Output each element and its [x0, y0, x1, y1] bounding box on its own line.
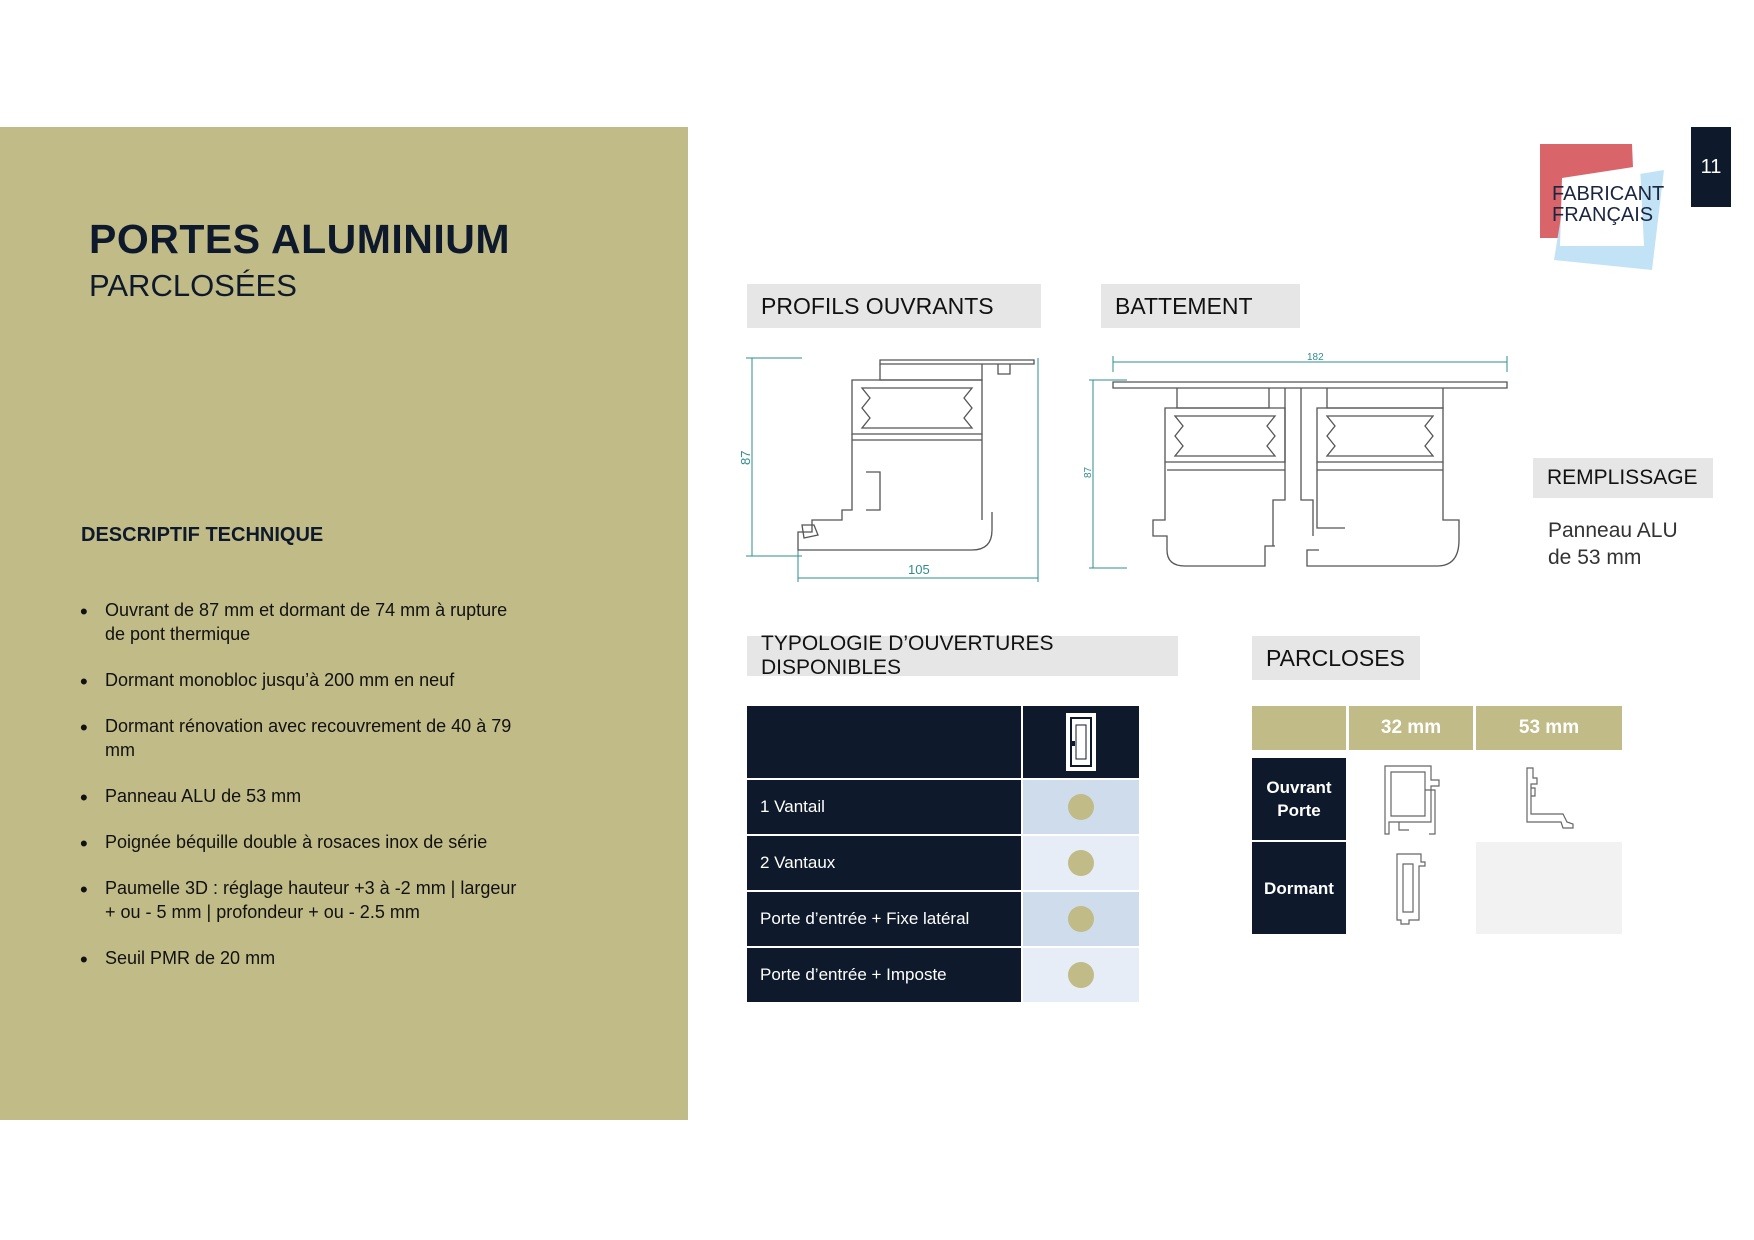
- parclose-dormant-32-drawing: [1391, 850, 1431, 926]
- list-item: • Panneau ALU de 53 mm: [80, 784, 520, 808]
- battement-drawing: [1083, 350, 1507, 580]
- descriptif-list: [80, 598, 520, 992]
- parclose-ouvrant-53-drawing: [1521, 764, 1577, 834]
- available-dot: [1068, 850, 1094, 876]
- typologie-cell: [1023, 780, 1139, 834]
- list-item: • Dormant rénovation avec recouvrement de 40 à 79 mm: [80, 714, 520, 762]
- typologie-header-label: [747, 706, 1021, 778]
- parclose-dormant-32-cell: [1349, 842, 1473, 934]
- parcloses-label: PARCLOSES: [1252, 636, 1420, 680]
- fabricant-francais-logo: [1540, 142, 1672, 274]
- table-row: [747, 836, 1139, 890]
- parclose-dormant-53-empty: [1476, 842, 1622, 934]
- parcloses-row-dormant: Dormant: [1252, 842, 1346, 934]
- typologie-table: [747, 706, 1139, 1004]
- battement-width-label: 182: [1307, 352, 1324, 363]
- table-row: [747, 948, 1139, 1002]
- remplissage-line1: Panneau ALU: [1548, 519, 1678, 542]
- typologie-row-label: 1 Vantail: [747, 780, 1021, 834]
- parclose-ouvrant-32-cell: [1349, 758, 1473, 840]
- page-title: PORTES ALUMINIUM: [89, 216, 511, 262]
- typologie-cell: [1023, 948, 1139, 1002]
- profil-width-label: 105: [908, 562, 930, 577]
- parclose-ouvrant-32-drawing: [1381, 760, 1441, 838]
- profil-height-label: 87: [738, 450, 753, 465]
- typologie-header-row: [747, 706, 1139, 778]
- list-item: • Seuil PMR de 20 mm: [80, 946, 520, 970]
- page-number: 11: [1691, 127, 1731, 207]
- remplissage-line2: de 53 mm: [1548, 546, 1642, 569]
- descriptif-title: DESCRIPTIF TECHNIQUE: [81, 524, 324, 546]
- typologie-cell: [1023, 836, 1139, 890]
- parcloses-row-ouvrant: Ouvrant Porte: [1252, 758, 1346, 840]
- list-item: • Poignée béquille double à rosaces inox de série: [80, 830, 520, 854]
- logo-line2: FRANÇAIS: [1552, 204, 1654, 226]
- remplissage-text: [1548, 517, 1678, 571]
- available-dot: [1068, 906, 1094, 932]
- battement-label: BATTEMENT: [1101, 284, 1300, 328]
- profils-ouvrants-label: PROFILS OUVRANTS: [747, 284, 1041, 328]
- parcloses-corner-cell: [1252, 706, 1346, 750]
- typologie-row-label: 2 Vantaux: [747, 836, 1021, 890]
- remplissage-label: REMPLISSAGE: [1533, 458, 1713, 498]
- typologie-label: TYPOLOGIE D’OUVERTURES DISPONIBLES: [747, 636, 1178, 676]
- typologie-cell: [1023, 892, 1139, 946]
- battement-height-label: 87: [1083, 466, 1094, 478]
- profil-ouvrant-drawing: [738, 350, 1048, 590]
- parcloses-col-53: 53 mm: [1476, 706, 1622, 750]
- logo-line1: FABRICANT: [1552, 183, 1665, 205]
- table-row: [747, 892, 1139, 946]
- typologie-header-icon-cell: [1023, 706, 1139, 778]
- door-icon: [1066, 713, 1096, 771]
- list-item: • Paumelle 3D : réglage hauteur +3 à -2 mm | largeur + ou - 5 mm | profondeur + ou - 2.5 mm: [80, 876, 520, 924]
- page-subtitle: PARCLOSÉES: [89, 268, 297, 303]
- list-item: • Ouvrant de 87 mm et dormant de 74 mm à rupture de pont thermique: [80, 598, 520, 646]
- list-item: • Dormant monobloc jusqu’à 200 mm en neuf: [80, 668, 520, 692]
- typologie-row-label: Porte d’entrée + Fixe latéral: [747, 892, 1021, 946]
- available-dot: [1068, 962, 1094, 988]
- parclose-ouvrant-53-cell: [1476, 758, 1622, 840]
- parcloses-col-32: 32 mm: [1349, 706, 1473, 750]
- typologie-row-label: Porte d’entrée + Imposte: [747, 948, 1021, 1002]
- table-row: [747, 780, 1139, 834]
- available-dot: [1068, 794, 1094, 820]
